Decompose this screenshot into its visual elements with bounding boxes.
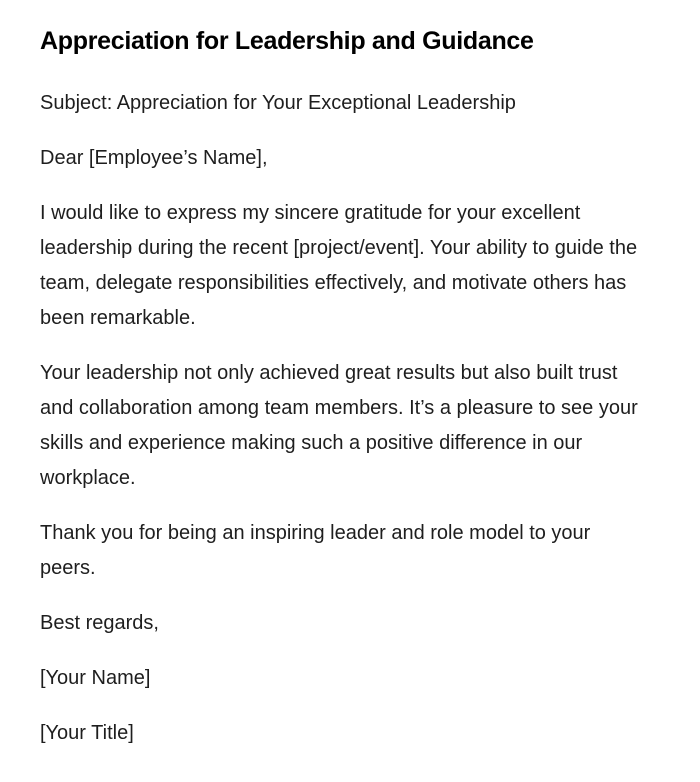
body-paragraph-3: Thank you for being an inspiring leader and role model to your peers. [40, 522, 591, 579]
signature-name: [Your Name] [40, 667, 151, 689]
body-paragraph-2: Your leadership not only achieved great results but also built trust and collaboration among team members. It’s a pleasure to see your skills and experience making such a positive difference in our workplace. [40, 362, 638, 489]
body-paragraph-1: I would like to express my sincere gratitude for your excellent leadership during the recent [project/event]. Your ability to guide the team, delegate responsibilities effectively, and motivate others has been remarkable. [40, 202, 638, 329]
salutation: Dear [Employee’s Name], [40, 147, 268, 169]
subject-line: Subject: Appreciation for Your Exceptional Leadership [40, 92, 516, 114]
signature-title: [Your Title] [40, 722, 134, 744]
document-title: Appreciation for Leadership and Guidance [40, 27, 534, 55]
closing-line: Best regards, [40, 612, 159, 634]
